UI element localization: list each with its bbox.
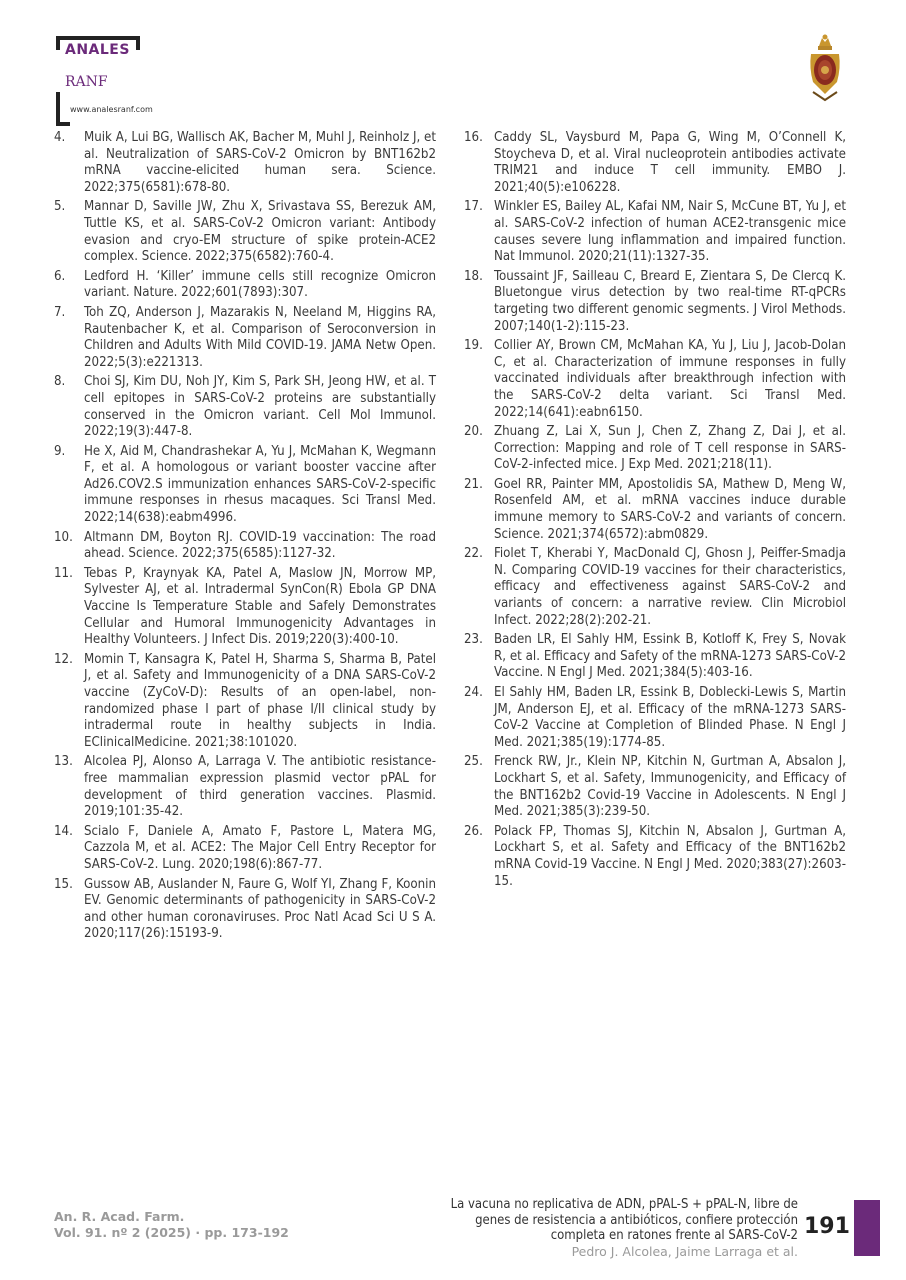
academy-crest-icon (805, 32, 845, 104)
reference-text: Choi SJ, Kim DU, Noh JY, Kim S, Park SH, Jeong HW, et al. T cell epitopes in SARS-CoV-2 proteins are substantially conserved in the Omicron variant. Cell Mol Immunol. 2022;19(3):447-8. (84, 374, 436, 440)
reference-number: 24. (464, 685, 483, 700)
reference-item (464, 130, 846, 196)
footer-journal-name: An. R. Acad. Farm. (54, 1209, 185, 1224)
reference-text: Toussaint JF, Sailleau C, Breard E, Zientara S, De Clercq K. Bluetongue virus detection by two real-time RT-qPCRs targeting two different genomic segments. J Virol Methods. 2007;140(1-2):115-23. (494, 268, 846, 334)
reference-number: 7. (54, 304, 66, 320)
reference-item (54, 374, 436, 440)
footer-article-info (438, 1197, 798, 1259)
reference-text: Altmann DM, Boyton RJ. COVID-19 vaccination: The road ahead. Science. 2022;375(6585):1127-32. (84, 529, 436, 562)
reference-number: 12. (54, 651, 73, 667)
reference-text: Polack FP, Thomas SJ, Kitchin N, Absalon J, Gurtman A, Lockhart S, et al. Safety and Efficacy of the BNT162b2 mRNA Covid-19 Vaccine. N Engl J Med. 2020;383(27):2603-15. (494, 823, 846, 889)
reference-number: 13. (54, 754, 73, 770)
reference-text: El Sahly HM, Baden LR, Essink B, Doblecki-Lewis S, Martin JM, Anderson EJ, et al. Efficacy of the mRNA-1273 SARS-CoV-2 Vaccine at Completion of Blinded Phase. N Engl J Med. 2021;385(19):1774-85. (494, 685, 846, 750)
reference-item (464, 424, 846, 474)
reference-number: 8. (54, 374, 66, 390)
reference-number: 19. (464, 338, 483, 354)
logo-url: www.analesranf.com (70, 105, 153, 114)
logo-bracket-foot (56, 122, 70, 126)
logo-subtitle: RANF (65, 74, 108, 90)
footer-journal-volume: Vol. 91. nº 2 (2025) · pp. 173-192 (54, 1225, 289, 1240)
reference-number: 17. (464, 199, 483, 215)
reference-number: 18. (464, 268, 483, 284)
reference-item (54, 444, 436, 527)
reference-item (54, 754, 436, 820)
reference-item (464, 199, 846, 265)
reference-number: 26. (464, 823, 483, 839)
reference-text: Alcolea PJ, Alonso A, Larraga V. The antibiotic resistance-free mammalian expression plasmid vector pPAL for development of third generation vaccines. Plasmid. 2019;101:35-42. (84, 754, 436, 820)
reference-text: Gussow AB, Auslander N, Faure G, Wolf YI, Zhang F, Koonin EV. Genomic determinants of pathogenicity in SARS-CoV-2 and other human coronaviruses. Proc Natl Acad Sci U S A. 2020;117(26):15193-9. (84, 876, 436, 942)
reference-item (54, 566, 436, 649)
reference-text: Ledford H. ‘Killer’ immune cells still recognize Omicron variant. Nature. 2022;601(7893):307. (84, 268, 436, 301)
reference-text: Goel RR, Painter MM, Apostolidis SA, Mathew D, Meng W, Rosenfeld AM, et al. mRNA vaccines induce durable immune memory to SARS-CoV-2 and variants of concern. Science. 2021;374(6572):abm0829. (494, 476, 846, 542)
reference-number: 16. (464, 130, 483, 145)
reference-item (54, 877, 436, 943)
reference-item (464, 477, 846, 543)
references-right-column (464, 130, 846, 893)
reference-item (54, 305, 436, 371)
reference-number: 25. (464, 754, 483, 770)
reference-number: 23. (464, 632, 483, 648)
reference-text: Winkler ES, Bailey AL, Kafai NM, Nair S, McCune BT, Yu J, et al. SARS-CoV-2 infection of human ACE2-transgenic mice causes severe lung inflammation and impaired function. Nat Immunol. 2020;21(11):1327-35. (494, 199, 846, 265)
footer-journal-info (54, 1209, 289, 1241)
journal-logo (56, 36, 206, 116)
reference-text: Tebas P, Kraynyak KA, Patel A, Maslow JN, Morrow MP, Sylvester AJ, et al. Intradermal SynCon(R) Ebola GP DNA Vaccine Is Temperature Stable and Safely Demonstrates Cellular and Humoral Immunogenicity Advantages in Healthy Volunteers. J Infect Dis. 2019;220(3):400-10. (84, 565, 436, 648)
logo-title: ANALES (65, 42, 130, 58)
reference-text: Fiolet T, Kherabi Y, MacDonald CJ, Ghosn J, Peiffer-Smadja N. Comparing COVID-19 vaccines for their characteristics, efficacy and effectiveness against SARS-CoV-2 and variants of concern: a narrative review. Clin Microbiol Infect. 2022;28(2):202-21. (494, 546, 846, 628)
reference-text: Collier AY, Brown CM, McMahan KA, Yu J, Liu J, Jacob-Dolan C, et al. Characterization of immune responses in fully vaccinated individuals after breakthrough infection with the SARS-CoV-2 delta variant. Sci Transl Med. 2022;14(641):eabn6150. (494, 338, 846, 420)
reference-number: 20. (464, 424, 483, 440)
reference-number: 21. (464, 476, 483, 492)
reference-text: Zhuang Z, Lai X, Sun J, Chen Z, Zhang Z, Dai J, et al. Correction: Mapping and role of T cell response in SARS-CoV-2-infected mice. J Exp Med. 2021;218(11). (494, 424, 846, 473)
reference-number: 6. (54, 268, 66, 284)
reference-text: Frenck RW, Jr., Klein NP, Kitchin N, Gurtman A, Absalon J, Lockhart S, et al. Safety, Immunogenicity, and Efficacy of the BNT162b2 Covid-19 Vaccine in Adolescents. N Engl J Med. 2021;385(3):239-50. (494, 754, 846, 820)
reference-item (464, 269, 846, 335)
reference-item (464, 546, 846, 629)
reference-item (464, 632, 846, 682)
reference-number: 10. (54, 529, 73, 545)
reference-text: Mannar D, Saville JW, Zhu X, Srivastava SS, Berezuk AM, Tuttle KS, et al. SARS-CoV-2 Omicron variant: Antibody evasion and cryo-EM structure of spike protein-ACE2 complex. Science. 2022;375(6582):760-4. (84, 199, 436, 265)
reference-text: Baden LR, El Sahly HM, Essink B, Kotloff K, Frey S, Novak R, et al. Efficacy and Safety of the mRNA-1273 SARS-CoV-2 Vaccine. N Engl J Med. 2021;384(5):403-16. (494, 632, 846, 681)
reference-number: 9. (54, 443, 66, 459)
reference-item (54, 530, 436, 563)
reference-text: Toh ZQ, Anderson J, Mazarakis N, Neeland M, Higgins RA, Rautenbacher K, et al. Comparison of Seroconversion in Children and Adults With Mild COVID-19. JAMA Netw Open. 2022;5(3):e221313. (84, 304, 436, 370)
reference-number: 22. (464, 546, 483, 562)
reference-number: 15. (54, 876, 73, 892)
reference-number: 11. (54, 565, 73, 581)
reference-number: 14. (54, 823, 73, 839)
reference-item (464, 338, 846, 421)
reference-item (54, 824, 436, 874)
reference-text: Momin T, Kansagra K, Patel H, Sharma S, Sharma B, Patel J, et al. Safety and Immunogenicity of a DNA SARS-CoV-2 vaccine (ZyCoV-D): Results of an open-label, non-randomized phase I part of phase I/II clinical study by intradermal route in healthy subjects in India. EClinicalMedicine. 2021;38:101020. (84, 651, 436, 750)
page-accent-bar (854, 1200, 880, 1256)
footer-authors: Pedro J. Alcolea, Jaime Larraga et al. (571, 1243, 798, 1259)
reference-item (464, 754, 846, 820)
reference-text: He X, Aid M, Chandrashekar A, Yu J, McMahan K, Wegmann F, et al. A homologous or variant booster vaccine after Ad26.COV2.S immunization enhances SARS-CoV-2-specific immune responses in rhesus macaques. Sci Transl Med. 2022;14(638):eabm4996. (84, 443, 436, 526)
reference-number: 5. (54, 199, 66, 215)
references-left-column (54, 130, 436, 946)
reference-text: Muik A, Lui BG, Wallisch AK, Bacher M, Muhl J, Reinholz J, et al. Neutralization of SARS-CoV-2 Omicron by BNT162b2 mRNA vaccine-elicited human sera. Science. 2022;375(6581):678-80. (84, 130, 436, 195)
logo-bracket-bottom (56, 92, 70, 126)
reference-item (464, 824, 846, 890)
page-number: 191 (804, 1214, 850, 1239)
reference-item (54, 652, 436, 752)
reference-text: Scialo F, Daniele A, Amato F, Pastore L, Matera MG, Cazzola M, et al. ACE2: The Major Cell Entry Receptor for SARS-CoV-2. Lung. 2020;198(6):867-77. (84, 823, 436, 872)
reference-number: 4. (54, 130, 66, 145)
reference-item (54, 269, 436, 302)
reference-item (54, 199, 436, 265)
reference-item (464, 685, 846, 751)
reference-item (54, 130, 436, 196)
footer-article-title: La vacuna no replicativa de ADN, pPAL-S + pPAL-N, libre de genes de resistencia a antibióticos, confiere protección completa en ratones frente al SARS-CoV-2 (450, 1197, 798, 1243)
reference-text: Caddy SL, Vaysburd M, Papa G, Wing M, O’Connell K, Stoycheva D, et al. Viral nucleoprotein antibodies activate TRIM21 and induce T cell immunity. EMBO J. 2021;40(5):e106228. (494, 130, 846, 195)
